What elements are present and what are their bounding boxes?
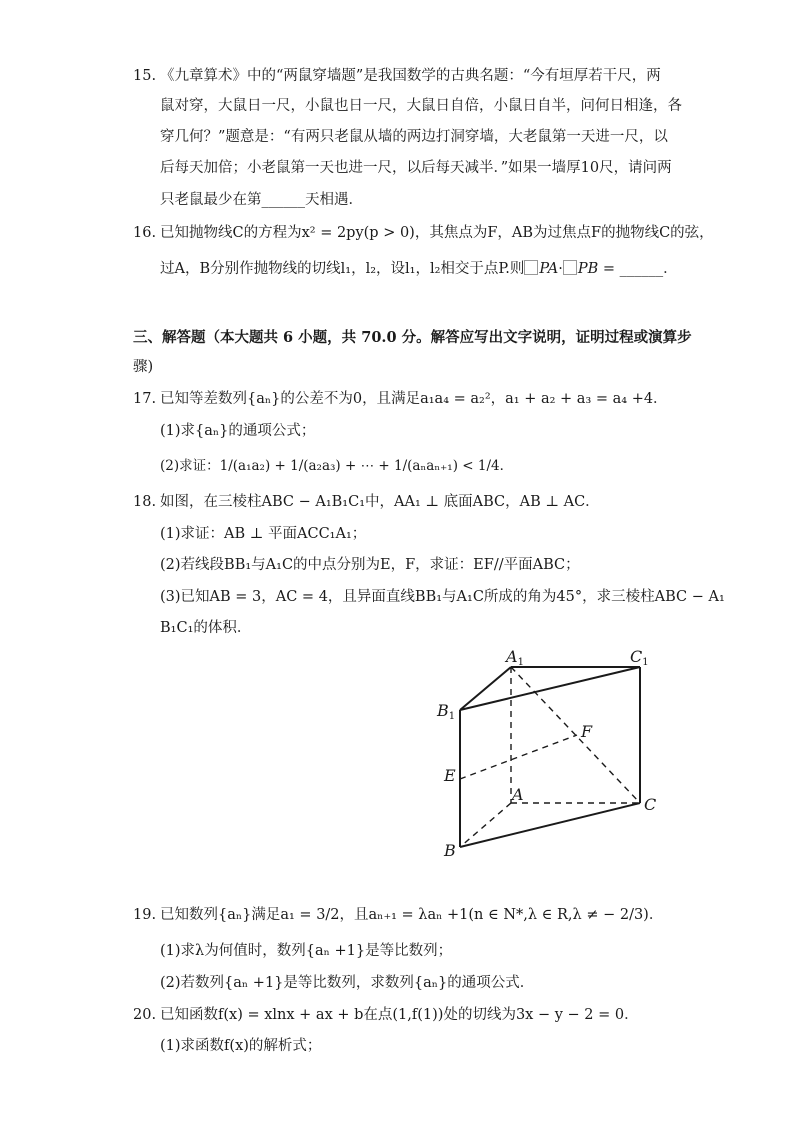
segment-ef-hidden (460, 735, 577, 779)
label-c: C (644, 795, 657, 814)
label-e: E (444, 766, 456, 785)
question-16-line-2-text: 过A，B分别作抛物线的切线l₁，l₂，设l₁，l₂相交于点P.则 (160, 261, 525, 277)
section-3-heading: 三、解答题（本大题共 6 小题，共 70.0 分。解答应写出文字说明，证明过程或演算步 (133, 329, 692, 346)
question-15-line-5: 只老鼠最少在第______天相遇． (160, 192, 363, 208)
question-19-number: 19. (133, 907, 157, 923)
question-16-line-1: 已知抛物线C的方程为x² = 2py(p > 0)，其焦点为F，AB为过焦点F的抛物线C的弦， (160, 225, 714, 241)
question-20-number: 20. (133, 1007, 157, 1023)
dot-product-sign: · (558, 261, 563, 277)
question-18-part-3: (3)已知AB = 3，AC = 4，且异面直线BB₁与A₁C所成的角为45°，求三棱柱ABC − A₁ (160, 589, 725, 605)
vector-arrow-icon (524, 260, 538, 275)
vector-pb: PB (577, 261, 599, 277)
question-15-line-2: 鼠对穿，大鼠日一尺，小鼠也日一尺，大鼠日自倍，小鼠日自半，问何日相逢，各 (160, 98, 682, 114)
question-17-number: 17. (133, 391, 157, 407)
question-15-line-1: 《九章算术》中的“两鼠穿墙题”是我国数学的古典名题：“今有垣厚若干尺，两 (160, 68, 661, 84)
question-16-line-2 (160, 259, 678, 279)
question-20-part-1: (1)求函数f(x)的解析式； (160, 1038, 322, 1054)
question-15-line-3: 穿几何？”题意是：“有两只老鼠从墙的两边打洞穿墙，大老鼠第一天进一尺，以 (160, 129, 668, 145)
question-19-part-2: (2)若数列{aₙ +1}是等比数列，求数列{aₙ}的通项公式． (160, 975, 535, 991)
label-b1: B1 (437, 701, 456, 722)
question-19-line-1: 已知数列{aₙ}满足a₁ = 3/2，且aₙ₊₁ = λaₙ +1(n ∈ N*,λ ∈ R,λ ≠ − 2/3)． (160, 907, 664, 923)
label-a1: A1 (506, 647, 524, 668)
section-3-heading-cont: 骤) (133, 359, 154, 375)
label-b: B (444, 841, 456, 860)
prism-figure (432, 640, 672, 865)
question-17-part-2: (2)求证：1/(a₁a₂) + 1/(a₂a₃) + ⋯ + 1/(aₙaₙ₊₁) < 1/4． (160, 458, 514, 474)
question-18-part-1: (1)求证：AB ⊥ 平面ACC₁A₁； (160, 526, 367, 542)
question-17-line-1: 已知等差数列{aₙ}的公差不为0，且满足a₁a₄ = a₂²，a₁ + a₂ + a₃ = a₄ +4． (160, 391, 668, 407)
question-18-part-2: (2)若线段BB₁与A₁C的中点分别为E，F，求证：EF//平面ABC； (160, 557, 580, 573)
question-16-blank: = ______． (598, 261, 678, 277)
question-18-part-3-cont: B₁C₁的体积． (160, 620, 252, 636)
question-17-part-1: (1)求{aₙ}的通项公式； (160, 423, 316, 439)
label-c1: C1 (630, 647, 649, 668)
question-18-number: 18. (133, 494, 157, 510)
question-19-part-1: (1)求λ为何值时，数列{aₙ +1}是等比数列； (160, 943, 453, 959)
vector-arrow-icon (563, 260, 577, 275)
question-15-line-4: 后每天加倍；小老鼠第一天也进一尺，以后每天减半．”如果一墙厚10尺，请问两 (160, 160, 672, 176)
question-15-number: 15. (133, 68, 157, 84)
label-a: A (512, 785, 524, 804)
question-16-number: 16. (133, 225, 157, 241)
vector-pa: PA (539, 261, 559, 277)
question-20-line-1: 已知函数f(x) = xlnx + ax + b在点(1,f(1))处的切线为3x − y − 2 = 0． (160, 1007, 639, 1023)
edge-bc (460, 803, 640, 847)
question-18-line-1: 如图，在三棱柱ABC − A₁B₁C₁中，AA₁ ⊥ 底面ABC，AB ⊥ AC． (160, 494, 600, 510)
label-f: F (581, 722, 593, 741)
